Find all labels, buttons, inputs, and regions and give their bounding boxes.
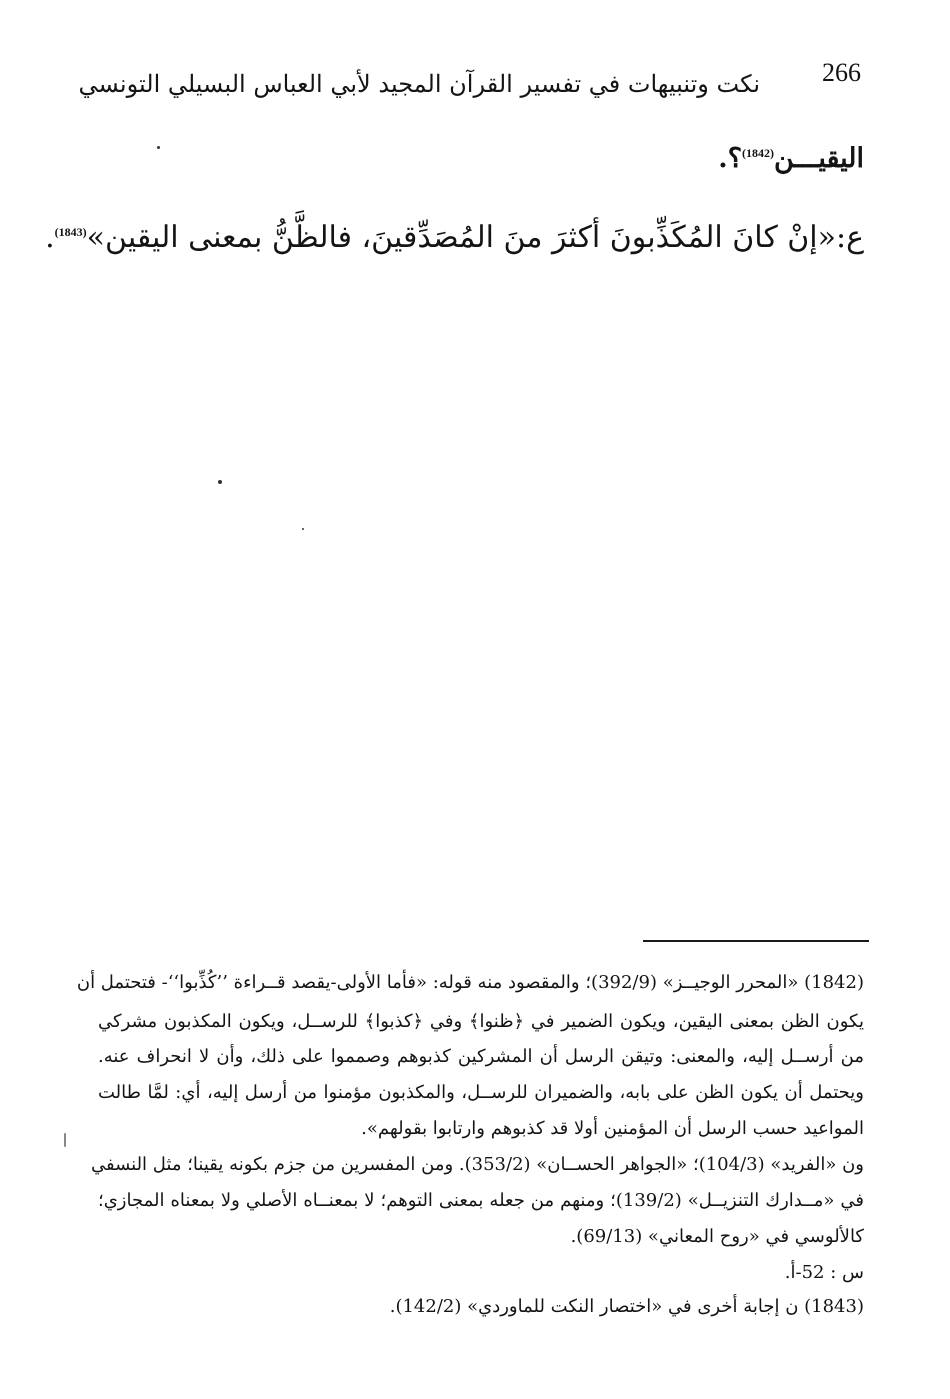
footnote-ref-1843[interactable]: (1843) — [54, 225, 87, 239]
footnote-1842-line-8: كالألوسي في «روح المعاني» (69/13). — [570, 1226, 864, 1247]
body-line-2-text: ع:«إنْ كانَ المُكَذِّبونَ أكثرَ منَ المُصَدِّقينَ، فالظَّنُّ بمعنى اليقين» — [86, 220, 864, 255]
footnote-1842-line-7: في «مــدارك التنزيــل» (139/2)؛ ومنهم من جعله بمعنى التوهم؛ لا بمعنــاه الأصلي ولا بمعناه المجازي؛ — [98, 1190, 864, 1211]
running-title: نكت وتنبيهات في تفسير القرآن المجيد لأبي العباس البسيلي التونسي — [78, 70, 760, 98]
footnote-1842-line-2: يكون الظن بمعنى اليقين، ويكون الضمير في ﴿ظنوا﴾ وفي ﴿كذبوا﴾ للرســل، ويكون المكذبون مشركي — [98, 1011, 864, 1032]
footnote-1842-line-3: من أرســل إليه، والمعنى: وتيقن الرسل أن المشركين كذبوهم وصمموا على ذلك، وأن لا انحراف عنه. — [98, 1046, 864, 1067]
footnote-1842-line-4: ويحتمل أن يكون الظن على بابه، والضميران للرســل، والمكذبون مؤمنوا من أرسل إليه، أي: لمَّا طالت — [98, 1082, 864, 1103]
body-line-2-end: . — [45, 220, 55, 255]
footnote-separator — [643, 940, 869, 942]
scan-speck — [157, 146, 160, 149]
footnote-1842-line-5: المواعيد حسب الرسل أن المؤمنين أولا قد كذبوهم وارتابوا بقولهم». — [361, 1118, 864, 1139]
footnote-1842-line-6: ون «الفريد» (104/3)؛ «الجواهر الحســان» (353/2). ومن المفسرين من جزم بكونه يقينا؛ مثل النسفي — [90, 1154, 864, 1175]
scan-speck — [64, 1133, 66, 1147]
footnote-ref-1842[interactable]: (1842) — [742, 146, 775, 160]
body-line-1-end: ؟. — [718, 143, 743, 174]
body-line-1 — [718, 143, 864, 174]
manuscript-ref: س : 52-أ. — [784, 1262, 864, 1283]
scan-speck — [302, 528, 304, 530]
body-line-1-text: اليقيـــن — [774, 143, 864, 174]
scan-speck — [218, 480, 222, 484]
body-line-2 — [45, 220, 864, 255]
footnote-1842-line-1: (1842) «المحرر الوجيــز» (392/9)؛ والمقصود منه قوله: «فأما الأولى-يقصد قــراءة ’’كُذِّبوا‘‘- فتحتمل أن — [76, 972, 864, 993]
page-number: 266 — [822, 58, 861, 87]
footnote-1843: (1843) ن إجابة أخرى في «اختصار النكت للماوردي» (142/2). — [389, 1296, 864, 1317]
